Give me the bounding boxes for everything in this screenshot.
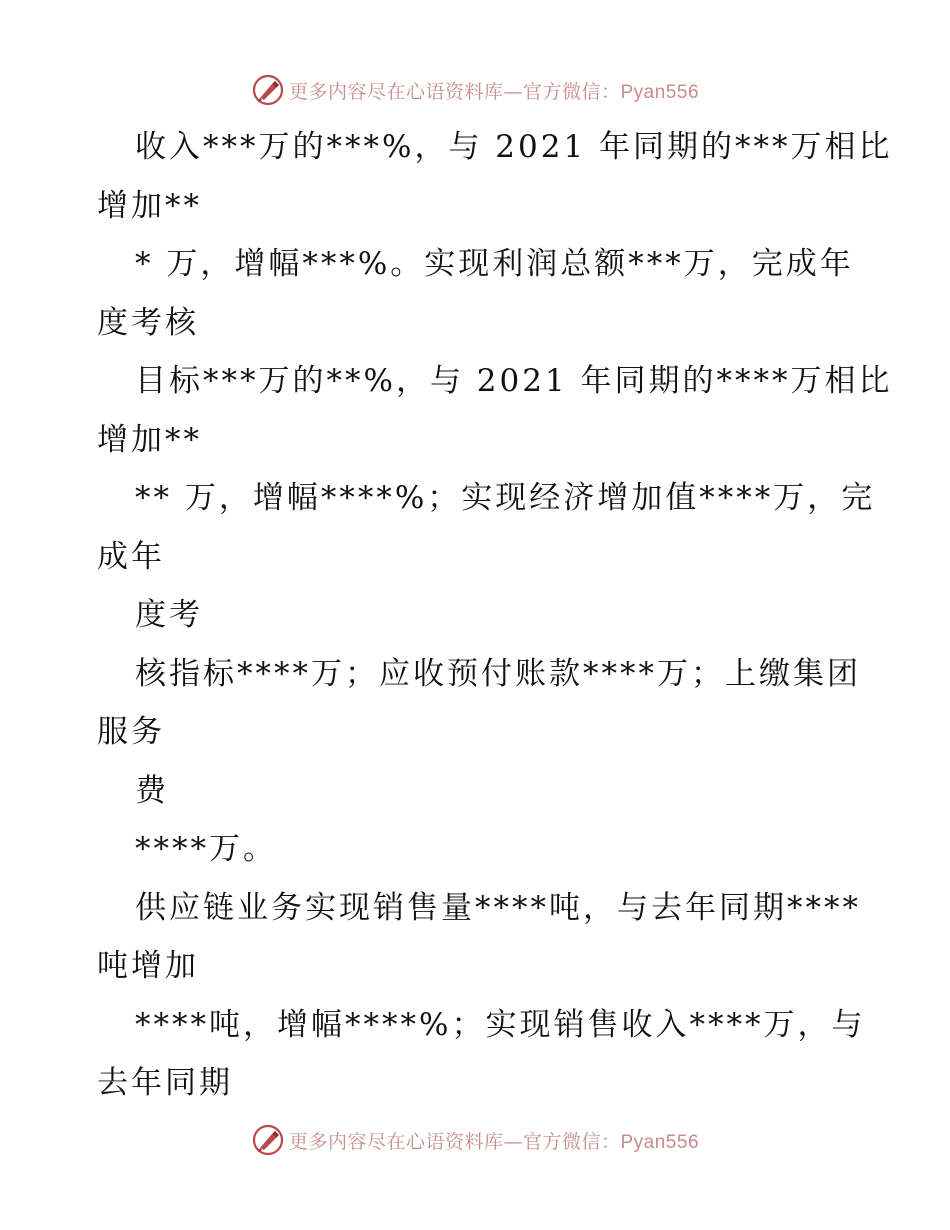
- text-line: ****万。: [135, 831, 277, 867]
- text-line: 度考: [135, 597, 203, 633]
- text-line: 去年同期: [97, 1065, 233, 1101]
- pen-logo-icon: [251, 73, 285, 107]
- text-line: 吨增加: [97, 948, 199, 984]
- header-watermark: [0, 70, 950, 110]
- pen-logo-icon: [251, 1123, 285, 1157]
- watermark-handle: Pyan556: [620, 1131, 700, 1153]
- watermark-text: 更多内容尽在心语资料库—官方微信：Pyan556: [288, 1130, 700, 1153]
- watermark-handle: Pyan556: [620, 81, 700, 103]
- document-body: [97, 118, 893, 1113]
- text-line: 增加**: [97, 187, 202, 224]
- text-line: 成年: [97, 538, 165, 575]
- text-line: 核指标****万；应收预付账款****万；上缴集团: [135, 655, 861, 692]
- watermark-text: 更多内容尽在心语资料库—官方微信：Pyan556: [288, 80, 700, 103]
- text-line: * 万，增幅***%。实现利润总额***万，完成年: [135, 246, 854, 282]
- text-line: ** 万，增幅****%；实现经济增加值****万，完: [135, 480, 876, 516]
- text-line: 服务: [97, 714, 165, 750]
- text-line: 收入***万的***%，与 2021 年同期的***万相比: [135, 129, 893, 165]
- text-line: ****吨，增幅****%；实现销售收入****万，与: [135, 1006, 866, 1043]
- text-line: 目标***万的**%，与 2021 年同期的****万相比: [135, 363, 893, 399]
- text-line: 供应链业务实现销售量****吨，与去年同期****: [135, 889, 861, 926]
- text-line: 度考核: [97, 304, 199, 341]
- text-line: 增加**: [97, 421, 202, 458]
- footer-watermark: [0, 1120, 950, 1160]
- text-line: 费: [135, 772, 169, 809]
